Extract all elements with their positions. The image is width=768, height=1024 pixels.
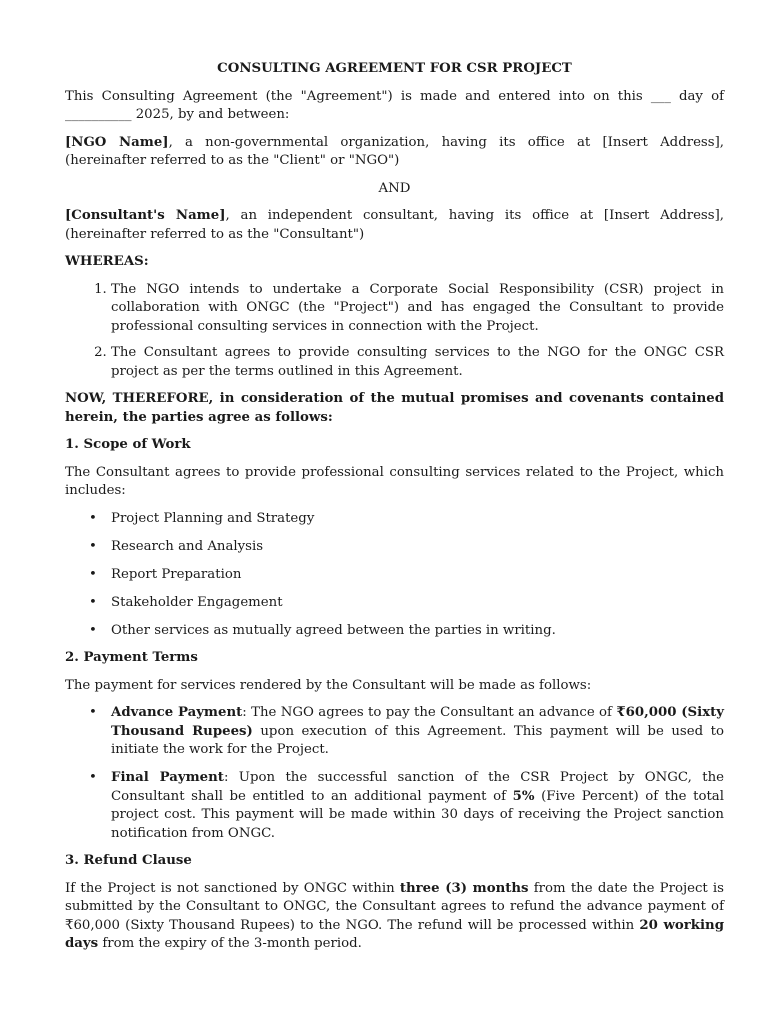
ngo-description: , a non-governmental organization, having its office at [Insert Address], (hereinafter referred to as the "Client" or "NGO") xyxy=(65,134,724,168)
payment-item-advance xyxy=(111,704,724,760)
section-3-heading: 3. Refund Clause xyxy=(65,853,192,868)
consultant-name: [Consultant's Name] xyxy=(65,208,226,223)
final-label: Final Payment xyxy=(111,770,224,785)
therefore-text: NOW, THEREFORE, in consideration of the mutual promises and covenants contained herein, the parties agree as follows: xyxy=(65,391,724,425)
refund-days: 20 working days xyxy=(65,917,724,951)
consultant-description: , an independent consultant, having its office at [Insert Address], (hereinafter referred to as the "Consultant") xyxy=(65,208,724,242)
section-2-intro: The payment for services rendered by the Consultant will be made as follows: xyxy=(65,677,592,693)
party-ngo xyxy=(65,134,724,171)
intro-paragraph: This Consulting Agreement (the "Agreement") is made and entered into on this ___ day of __________ 2025, by and between: xyxy=(65,88,724,122)
therefore-clause xyxy=(65,390,724,427)
whereas-list xyxy=(65,281,724,382)
and-separator: AND xyxy=(378,180,411,196)
whereas-item: 2. The Consultant agrees to provide consulting services to the NGO for the ONGC CSR project as per the terms outlined in this Agreement. xyxy=(111,344,724,381)
refund-paragraph xyxy=(65,880,724,954)
payment-item-final xyxy=(111,769,724,843)
section-2-heading: 2. Payment Terms xyxy=(65,650,198,665)
advance-text: : The NGO agrees to pay the Consultant an advance of xyxy=(242,705,617,720)
party-consultant xyxy=(65,207,724,244)
final-percent: 5% xyxy=(512,788,535,804)
final-text-end: (Five Percent) of the total project cost. This payment will be made within 30 days of receiving the Project sanction notification from ONGC. xyxy=(111,788,724,841)
advance-amount: ₹60,000 (Sixty Thousand Rupees) xyxy=(111,705,724,739)
payment-list xyxy=(65,704,724,843)
scope-item: • Research and Analysis xyxy=(111,538,724,557)
ngo-name: [NGO Name] xyxy=(65,134,169,150)
section-1-heading: 1. Scope of Work xyxy=(65,437,191,452)
whereas-heading: WHEREAS: xyxy=(65,254,149,269)
whereas-item: 1. The NGO intends to undertake a Corporate Social Responsibility (CSR) project in collaboration with ONGC (the "Project") and has engaged the Consultant to provide professional consulting services in connection with the Project. xyxy=(111,281,724,337)
scope-item: • Stakeholder Engagement xyxy=(111,594,724,613)
final-text: : Upon the successful sanction of the CSR Project by ONGC, the Consultant shall be entitled to an additional payment of xyxy=(111,770,725,804)
scope-list xyxy=(65,510,724,641)
refund-months: three (3) months xyxy=(399,880,529,896)
refund-text-mid: from the date the Project is submitted by the Consultant to ONGC, the Consultant agrees to refund the advance payment of ₹60,000 (Sixty Thousand Rupees) to the NGO. The refund will be processed within xyxy=(65,880,725,933)
section-1-intro: The Consultant agrees to provide professional consulting services related to the Project, which includes: xyxy=(65,464,724,498)
scope-item: • Other services as mutually agreed between the parties in writing. xyxy=(111,622,724,641)
refund-text-end: from the expiry of the 3-month period. xyxy=(98,936,362,951)
scope-item: • Project Planning and Strategy xyxy=(111,510,724,529)
document-title: CONSULTING AGREEMENT FOR CSR PROJECT xyxy=(217,61,572,76)
advance-label: Advance Payment xyxy=(111,705,243,720)
advance-text-end: upon execution of this Agreement. This payment will be used to initiate the work for the Project. xyxy=(111,723,725,757)
refund-text: If the Project is not sanctioned by ONGC within xyxy=(65,880,400,896)
scope-item: • Report Preparation xyxy=(111,566,724,585)
